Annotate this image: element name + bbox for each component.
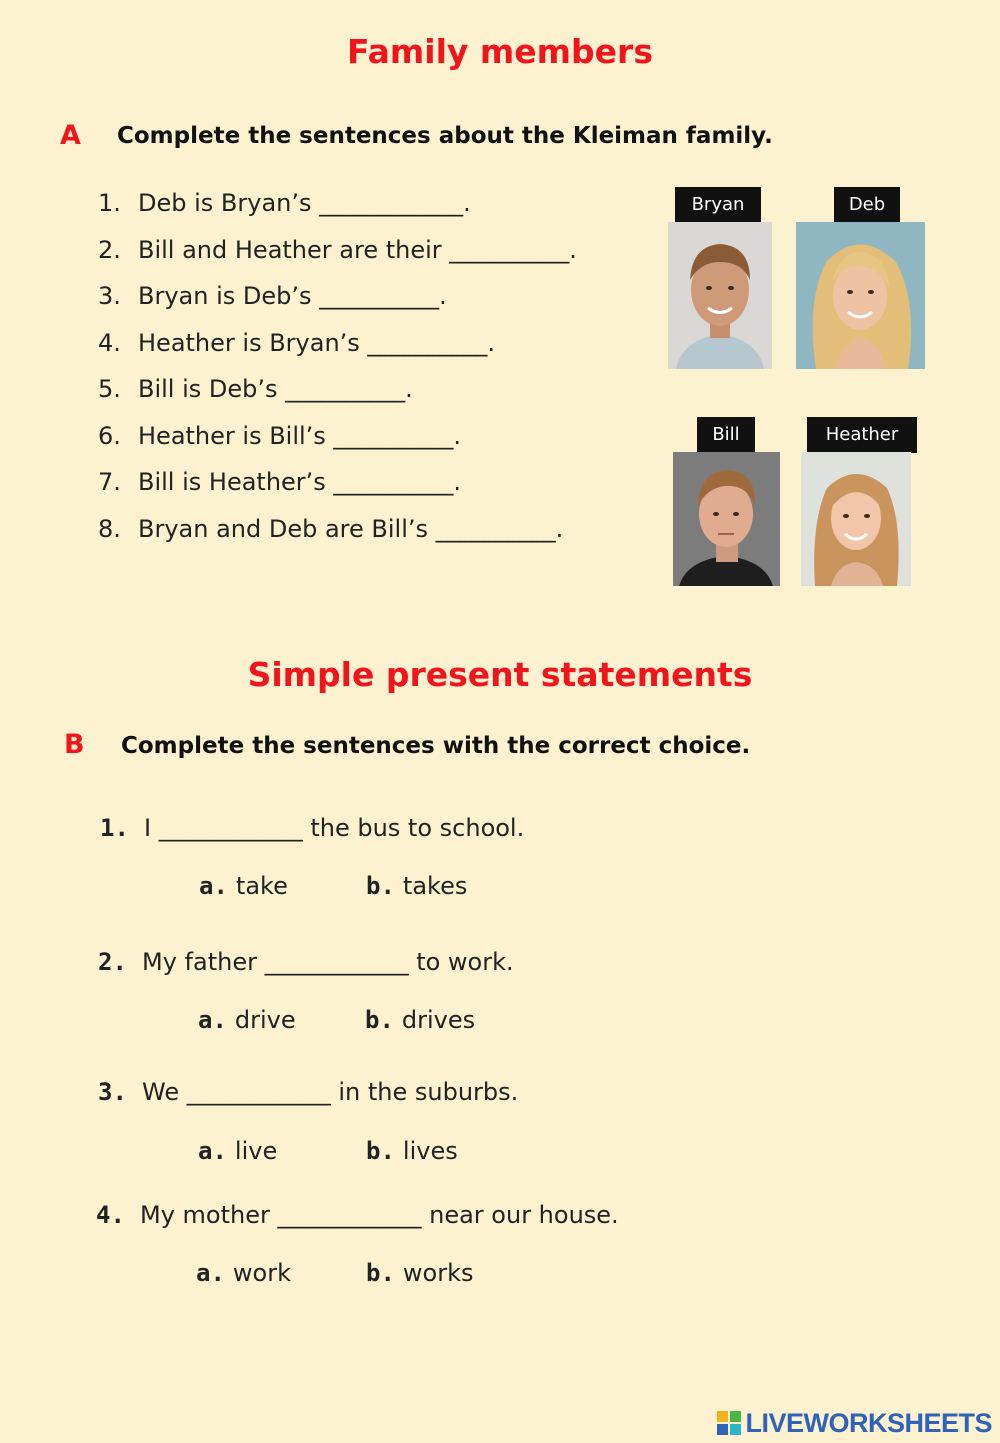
option-text: drive (234, 1006, 296, 1034)
question-number: 2. (98, 236, 121, 264)
question-a-5 (98, 375, 413, 403)
question-text: Heather is Bill’s __________. (138, 422, 462, 450)
question-number: 3. (98, 1078, 127, 1106)
option-letter: a. (196, 1259, 225, 1287)
question-b-4 (96, 1201, 619, 1229)
section-b-letter: B (64, 729, 85, 760)
option-text: take (235, 872, 288, 900)
question-number: 4. (96, 1201, 125, 1229)
option-text: work (232, 1259, 291, 1287)
option-letter: a. (199, 872, 228, 900)
liveworksheets-logo[interactable] (717, 1407, 992, 1439)
option-b-2-b[interactable] (365, 1006, 475, 1034)
option-letter: a. (198, 1137, 227, 1165)
question-a-7 (98, 468, 461, 496)
question-a-4 (98, 329, 495, 357)
question-number: 3. (98, 282, 121, 310)
option-b-4-a[interactable] (196, 1259, 291, 1287)
question-text: Bryan and Deb are Bill’s __________. (138, 515, 564, 543)
option-text: drives (401, 1006, 476, 1034)
section-a-instruction: Complete the sentences about the Kleiman family. (117, 123, 773, 149)
question-number: 6. (98, 422, 121, 450)
question-text: Bill is Deb’s __________. (138, 375, 413, 403)
option-b-1-a[interactable] (199, 872, 288, 900)
question-number: 1. (100, 814, 129, 842)
option-letter: b. (366, 1137, 395, 1165)
option-text: takes (402, 872, 468, 900)
section-b-title: Simple present statements (247, 655, 753, 694)
question-number: 5. (98, 375, 121, 403)
question-number: 8. (98, 515, 121, 543)
question-b-2 (98, 948, 514, 976)
option-b-3-b[interactable] (366, 1137, 458, 1165)
question-text: Bill and Heather are their __________. (138, 236, 577, 264)
question-text: We ____________ in the suburbs. (142, 1078, 519, 1106)
question-number: 4. (98, 329, 121, 357)
option-letter: b. (365, 1006, 394, 1034)
option-text: live (234, 1137, 278, 1165)
question-number: 1. (98, 189, 121, 217)
question-number: 2. (98, 948, 127, 976)
question-text: Bryan is Deb’s __________. (138, 282, 447, 310)
question-text: Bill is Heather’s __________. (138, 468, 462, 496)
photo-bryan (668, 222, 772, 369)
section-b-instruction: Complete the sentences with the correct choice. (121, 733, 751, 759)
question-b-1 (100, 814, 524, 842)
question-text: Deb is Bryan’s ____________. (138, 189, 471, 217)
question-a-3 (98, 282, 447, 310)
option-b-1-b[interactable] (366, 872, 467, 900)
option-text: lives (402, 1137, 458, 1165)
question-text: My father ____________ to work. (142, 948, 514, 976)
question-a-2 (98, 236, 577, 264)
question-a-6 (98, 422, 461, 450)
photo-label-bryan: Bryan (675, 187, 761, 223)
question-b-3 (98, 1078, 518, 1106)
option-b-3-a[interactable] (198, 1137, 277, 1165)
option-text: works (402, 1259, 474, 1287)
photo-label-bill: Bill (697, 417, 755, 453)
option-b-2-a[interactable] (198, 1006, 296, 1034)
option-letter: b. (366, 872, 395, 900)
question-a-8 (98, 515, 563, 543)
section-a-letter: A (60, 120, 81, 151)
question-text: Heather is Bryan’s __________. (138, 329, 496, 357)
photo-label-heather: Heather (807, 417, 917, 453)
question-text: I ____________ the bus to school. (144, 814, 525, 842)
question-text: My mother ____________ near our house. (140, 1201, 619, 1229)
photo-deb (796, 222, 925, 369)
option-letter: a. (198, 1006, 227, 1034)
option-b-4-b[interactable] (366, 1259, 474, 1287)
question-number: 7. (98, 468, 121, 496)
section-a-title: Family members (347, 32, 653, 71)
logo-text: LIVEWORKSHEETS (745, 1407, 992, 1438)
question-a-1 (98, 189, 471, 217)
option-letter: b. (366, 1259, 395, 1287)
photo-heather (801, 452, 911, 586)
logo-icon (717, 1411, 741, 1435)
photo-bill (673, 452, 780, 586)
photo-label-deb: Deb (834, 187, 900, 223)
